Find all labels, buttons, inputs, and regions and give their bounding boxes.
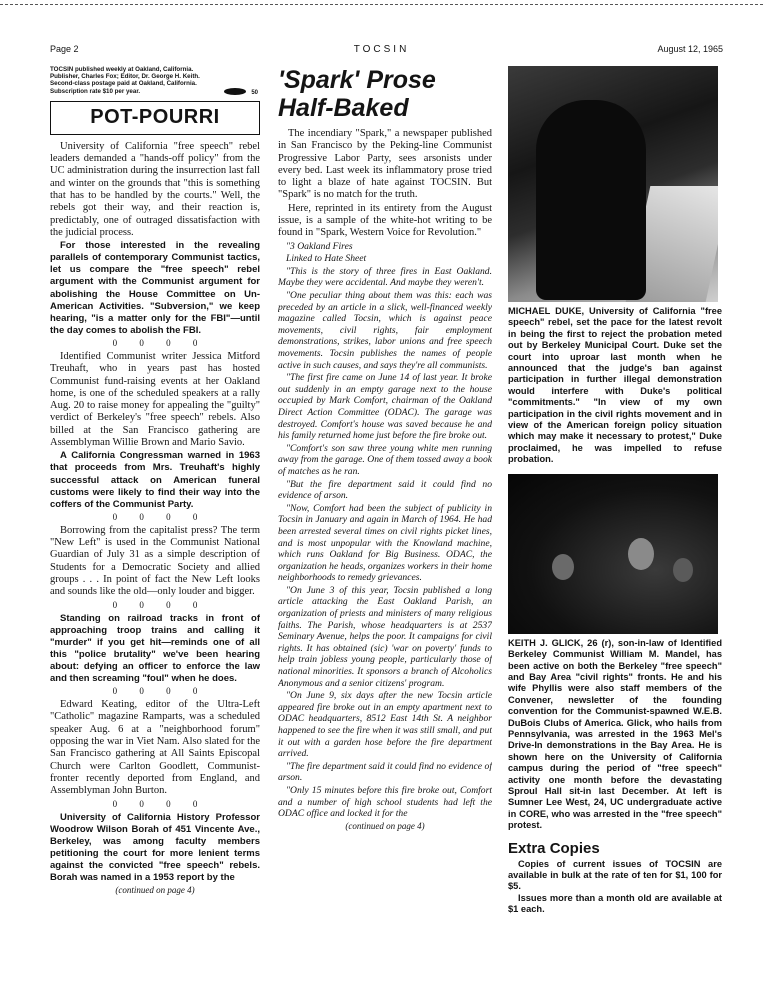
section-separator: 0 0 0 0 xyxy=(112,599,208,610)
paragraph: Identified Communist writer Jessica Mitford Treuhaft, who in years past has hosted Communist fund-raising events at her Oakland home, is one of the scheduled speakers at a rally Aug. 20 to raise money for appealing the "guilty" verdict of Berkeley's "free speech" rebels. Also billed at the San Francisco gathering are Assemblyman Willie Brown and Mario Savio. xyxy=(50,350,260,449)
potpourri-title: POT-POURRI xyxy=(50,101,260,135)
paragraph: The incendiary "Spark," a newspaper published in San Francisco by the Peking-line Communist Progressive Labor Party, sees arsonists under every bed. Last week its inflammatory prose tried to light a blaze of hate against TOCSIN. But "Spark" is no match for the truth. xyxy=(278,128,492,201)
extra-copies-text: Issues more than a month old are available at $1 each. xyxy=(508,892,722,915)
headline-line: 'Spark' Prose xyxy=(278,66,436,94)
column-spark-article xyxy=(278,66,492,946)
paragraph: "One peculiar thing about them was this: each was preceded by an article in a slick, well-financed weekly magazine called Tocsin, which is against peace movements, civil rights, fair employment demonstrations, strikes, labor unions and free speech movements. Tocsin publishes the names of people active in such causes, and says they're all communists. xyxy=(278,290,492,371)
photo-caption: KEITH J. GLICK, 26 (r), son-in-law of Identified Berkeley Communist William M. Mandel, has been active on both the Berkeley "free speech" and Bay Area "civil rights" fronts. He and his wife Phyllis were also staff members of the Convener, newsletter of the founding convention for the Communist-spawned W.E.B. DuBois Clubs of America. Glick, who hails from Pennsylvania, was arrested in the 1963 Mel's Drive-In demonstrations in the Bay Area. He is shown here on the University of California campus during the period of "free speech" activity one month before the devastating Sproul Hall sit-in last December. At left is Sumner Lee West, 24, UC undergraduate active in CORE, who was arrested in the "free speech" protest. xyxy=(508,637,722,831)
article-body xyxy=(278,128,492,820)
paragraph: For those interested in the revealing parallels of contemporary Communist tactics, let us compare the "free speech" rebel argument with the Communist argument for abolishing the House Committee on Un-American Activities. "Subversion," we keep hearing, "is a matter only for the FBI"—until the day comes to abolish the FBI. xyxy=(50,240,260,336)
issue-date: August 12, 1965 xyxy=(657,44,723,54)
photo-keith-glick xyxy=(508,474,718,634)
paragraph: "On June 9, six days after the new Tocsin article appeared fire broke out in an empty apartment next to ODAC headquarters, 8512 East 14th St. A neighbor happened to see the fire when it was still small, and put it out with a garden hose before the fire department arrived. xyxy=(278,690,492,760)
column-photos xyxy=(508,66,722,946)
article-headline xyxy=(278,66,492,122)
photo-caption: MICHAEL DUKE, University of California "free speech" rebel, set the pace for the latest revolt in being the first to reject the probation meted out by Berkeley Municipal Court. Duke set the court into uproar last month when he announced that the judge's ban against participation in further illegal demonstration would interfere with Duke's political "commitments." "In view of my own participation in the civil rights movement and in view of the American foreign policy situation which may make it necessary to protest," Duke proclaimed, he was impelled to refuse probation. xyxy=(508,306,722,465)
extra-copies-heading: Extra Copies xyxy=(508,839,600,857)
paragraph: "On June 3 of this year, Tocsin published a long article attacking the East Oakland Parish, an organization of priests and ministers of many religious faiths. The Parish, whose headquarters is at 2537 Seminary Avenue, helps the poor. It campaigns for civil rights. It has obtained (sic) 'war on poverty' funds to help train jobless young people, particularly those of national minorities. It sponsors a branch of Alcoholics Anonymous and a senior citizens' program. xyxy=(278,584,492,689)
paragraph: Borrowing from the capitalist press? The term "New Left" is used in the Communist National Guardian of July 31 as a simple description of Students for a Democratic Society and allied groups . . . In point of fact the New Left looks and sounds like the old—only louder and bigger. xyxy=(50,524,260,598)
masthead-line: Publisher, Charles Fox; Editor, Dr. George H. Keith. xyxy=(50,73,200,81)
paragraph: University of California "free speech" rebel leaders demanded a "hands-off policy" from the UC administration during the insurrection last fall and winter on the grounds that "this is something that has to be handled by the courts." Well, the rebels got their way, and their reaction is, predictably, one of outraged dissatisfaction with the judicial process. xyxy=(50,140,260,238)
paragraph: Here, reprinted in its entirety from the August issue, is a sample of the white-hot writing to be found in "Spark, Western Voice for Revolution." xyxy=(278,202,492,239)
paragraph: A California Congressman warned in 1963 that proceeds from Mrs. Treuhaft's highly successful attack on American funeral customs were likely to find their way into the coffers of the Communist Party. xyxy=(50,450,260,510)
masthead-line: Subscription rate $10 per year. xyxy=(50,87,141,95)
paragraph: "This is the story of three fires in East Oakland. Maybe they were accidental. And maybe they weren't. xyxy=(278,265,492,289)
section-separator: 0 0 0 0 xyxy=(112,511,208,522)
paragraph: Standing on railroad tracks in front of approaching troop trains and calling it "murder" if you get hit—reminds one of all this "police brutality" we've been hearing about: defying an officer to enforce the law and then screaming "foul" when he does. xyxy=(50,612,260,685)
continued-note: (continued on page 4) xyxy=(115,885,195,896)
section-separator: 0 0 0 0 xyxy=(112,337,208,348)
potpourri-body xyxy=(50,141,260,884)
paragraph: Linked to Hate Sheet xyxy=(286,253,367,265)
section-separator: 0 0 0 0 xyxy=(112,686,208,697)
top-rule xyxy=(0,4,763,5)
paragraph: University of California History Professor Woodrow Wilson Borah of 451 Vincente Ave., Berkeley, was among faculty members petitioning the court for more lenient terms against the convicted "free speech" rebels. Borah was named in a 1953 report by the xyxy=(50,811,260,883)
section-separator: 0 0 0 0 xyxy=(112,798,208,809)
column-potpourri xyxy=(50,66,260,946)
paragraph: "The fire department said it could find no evidence of arson. xyxy=(278,760,492,784)
extra-copies-text: Copies of current issues of TOCSIN are available in bulk at the rate of ten for $1, 100 for $5. xyxy=(508,858,722,892)
page-number: Page 2 xyxy=(50,44,79,54)
paragraph: "Comfort's son saw three young white men running away from the garage. One of them tossed away a book of matches as he ran. xyxy=(278,442,492,477)
paragraph: "3 Oakland Fires xyxy=(286,240,353,252)
publication-title: TOCSIN xyxy=(353,44,410,55)
union-bug-label: 50 xyxy=(251,89,258,96)
paragraph: "The first fire came on June 14 of last year. It broke out suddenly in an empty garage next to the house occupied by Mark Comfort, chairman of the Oakland Direct Action Committee (ODAC). The garage was destroyed. Comfort's house was saved because he and his family returned home just before the fire broke out. xyxy=(278,372,492,442)
headline-line: Half-Baked xyxy=(278,94,409,122)
paragraph: "Now, Comfort had been the subject of publicity in Tocsin in January and again in March of 1964. He had been arrested several times on civil rights picket lines, and is most unpopular with the Knowland machine, which runs Oakland for Big Business. ODAC, the organization he heads, organizes workers in their home neighborhoods to remedy grievances. xyxy=(278,502,492,584)
paragraph: Edward Keating, editor of the Ultra-Left "Catholic" magazine Ramparts, was a scheduled speaker Aug. 6 at a "neighborhood forum" opposing the war in Viet Nam. Also slated for the San Francisco gathering at All Saints Episcopal Church were Carlton Goodlett, Communist-fronter recently deported from England, and Assemblyman John Burton. xyxy=(50,699,260,797)
continued-note: (continued on page 4) xyxy=(345,820,425,831)
photo-michael-duke xyxy=(508,66,718,302)
masthead xyxy=(50,66,260,95)
masthead-line: Second-class postage paid at Oakland, California. xyxy=(50,80,197,88)
paragraph: "Only 15 minutes before this fire broke out, Comfort and a number of high school students had left the ODAC office and locked it for the xyxy=(278,784,492,820)
masthead-line: TOCSIN published weekly at Oakland, California. xyxy=(50,66,194,73)
paragraph: "But the fire department said it could find no evidence of arson. xyxy=(278,478,492,502)
union-bug-icon xyxy=(224,88,246,95)
